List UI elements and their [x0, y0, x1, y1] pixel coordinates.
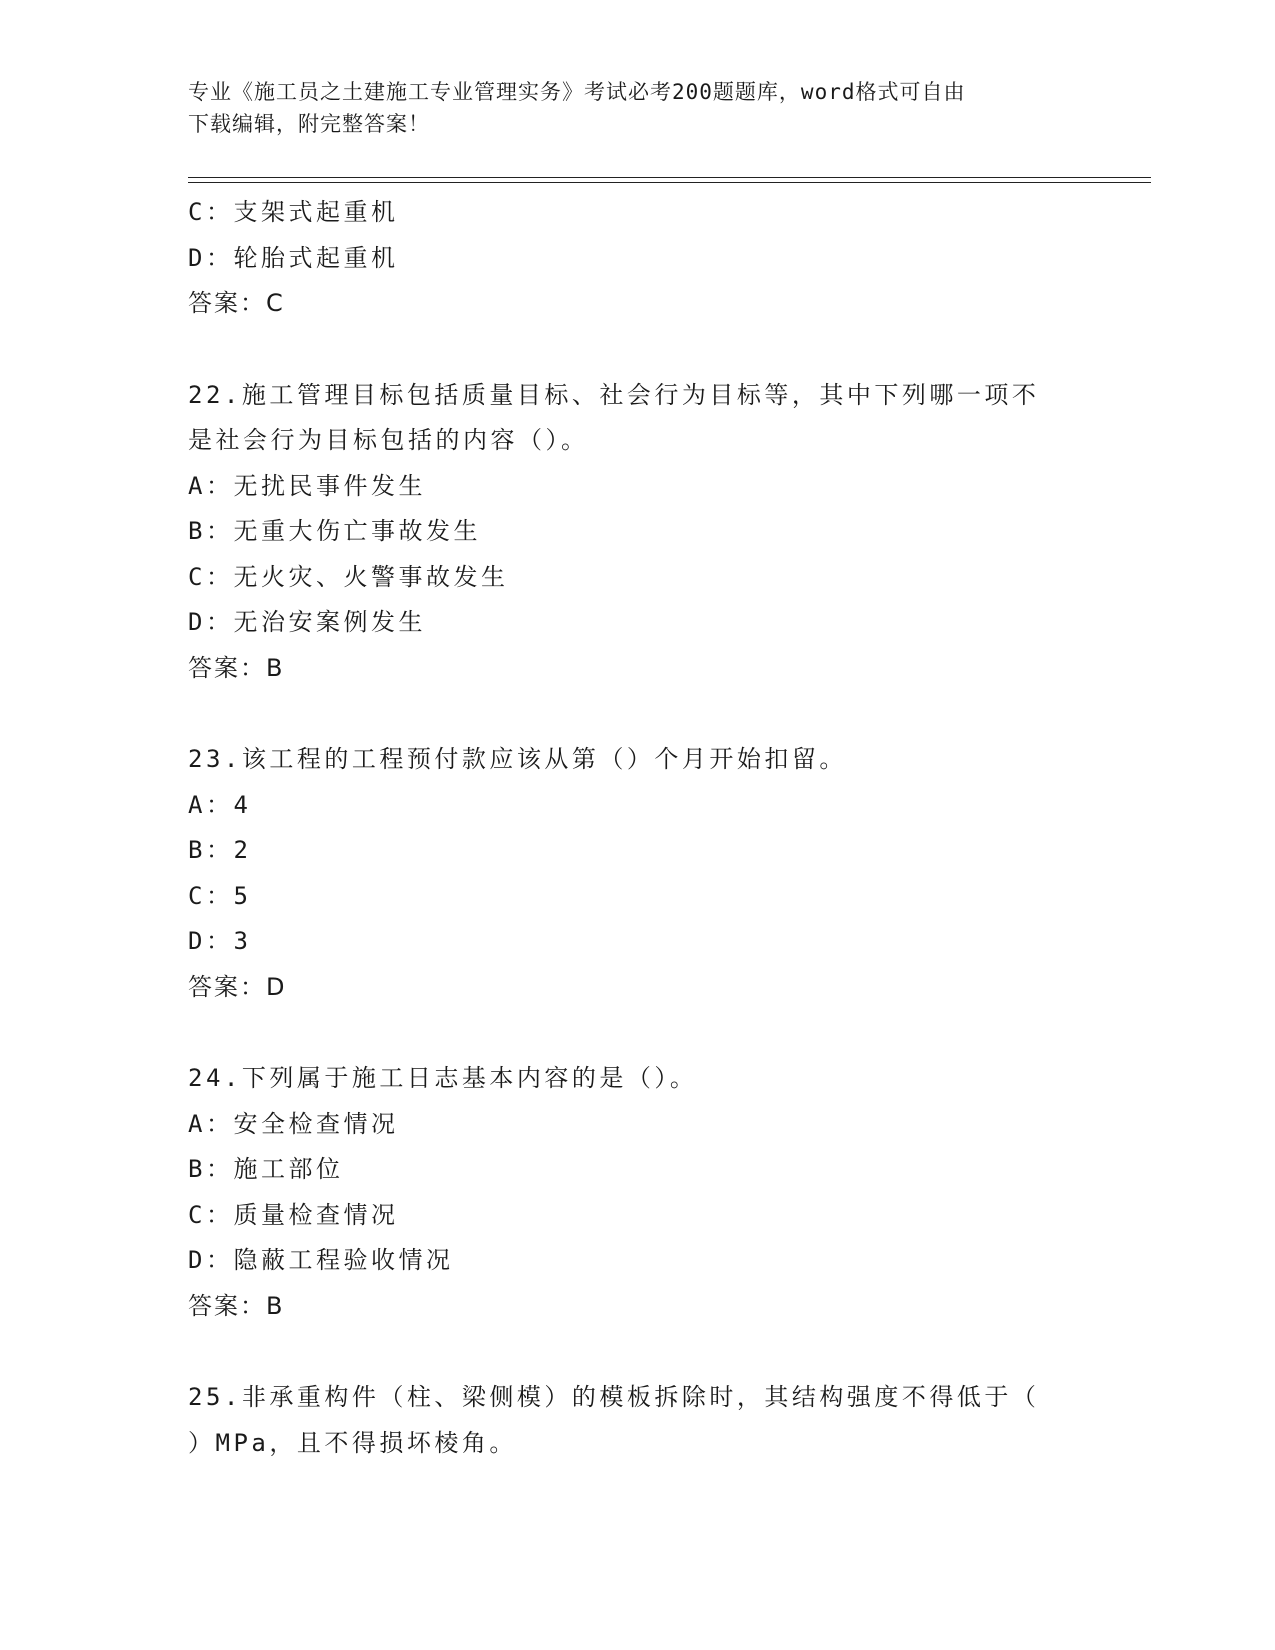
header-divider-top — [188, 177, 1151, 178]
answer-line: 答案：D — [188, 972, 287, 1001]
answer-line: 答案：B — [188, 1291, 285, 1320]
question-24 — [188, 1056, 1088, 1329]
option-a: A：安全检查情况 — [188, 1109, 399, 1138]
option-d: D：轮胎式起重机 — [188, 243, 399, 272]
question-stem: 23.该工程的工程预付款应该从第（）个月开始扣留。 — [188, 745, 847, 773]
option-b: B：施工部位 — [188, 1155, 344, 1183]
header-line-1: 专业《施工员之土建施工专业管理实务》考试必考200题题库，word格式可自由 — [188, 80, 966, 104]
option-a: A：4 — [188, 790, 252, 819]
question-stem: 24.下列属于施工日志基本内容的是（）。 — [188, 1064, 698, 1092]
document-header — [188, 76, 1088, 140]
answer-line: 答案：B — [188, 653, 285, 682]
option-d: D：无治安案例发生 — [188, 608, 426, 636]
question-stem: 22.施工管理目标包括质量目标、社会行为目标等，其中下列哪一项不 — [188, 380, 1040, 409]
option-c: C：支架式起重机 — [188, 198, 399, 226]
option-d: D：3 — [188, 927, 252, 955]
question-stem-cont: ）MPa，且不得损坏棱角。 — [188, 1428, 517, 1457]
question-25 — [188, 1375, 1088, 1466]
question-stem: 25.非承重构件（柱、梁侧模）的模板拆除时，其结构强度不得低于（ — [188, 1383, 1040, 1411]
option-c: C：无火灾、火警事故发生 — [188, 562, 509, 591]
header-line-2: 下载编辑，附完整答案！ — [188, 112, 430, 136]
question-21-tail — [188, 190, 1088, 327]
option-c: C：5 — [188, 881, 252, 910]
option-a: A：无扰民事件发生 — [188, 471, 426, 500]
option-b: B：无重大伤亡事故发生 — [188, 517, 481, 545]
option-b: B：2 — [188, 836, 252, 864]
question-23 — [188, 737, 1088, 1010]
question-22 — [188, 373, 1088, 692]
answer-line: 答案：C — [188, 289, 285, 317]
question-stem-cont: 是社会行为目标包括的内容（）。 — [188, 426, 589, 454]
header-divider-bottom — [188, 182, 1151, 183]
option-c: C：质量检查情况 — [188, 1200, 399, 1229]
option-d: D：隐蔽工程验收情况 — [188, 1246, 454, 1274]
question-list — [188, 190, 1088, 1466]
